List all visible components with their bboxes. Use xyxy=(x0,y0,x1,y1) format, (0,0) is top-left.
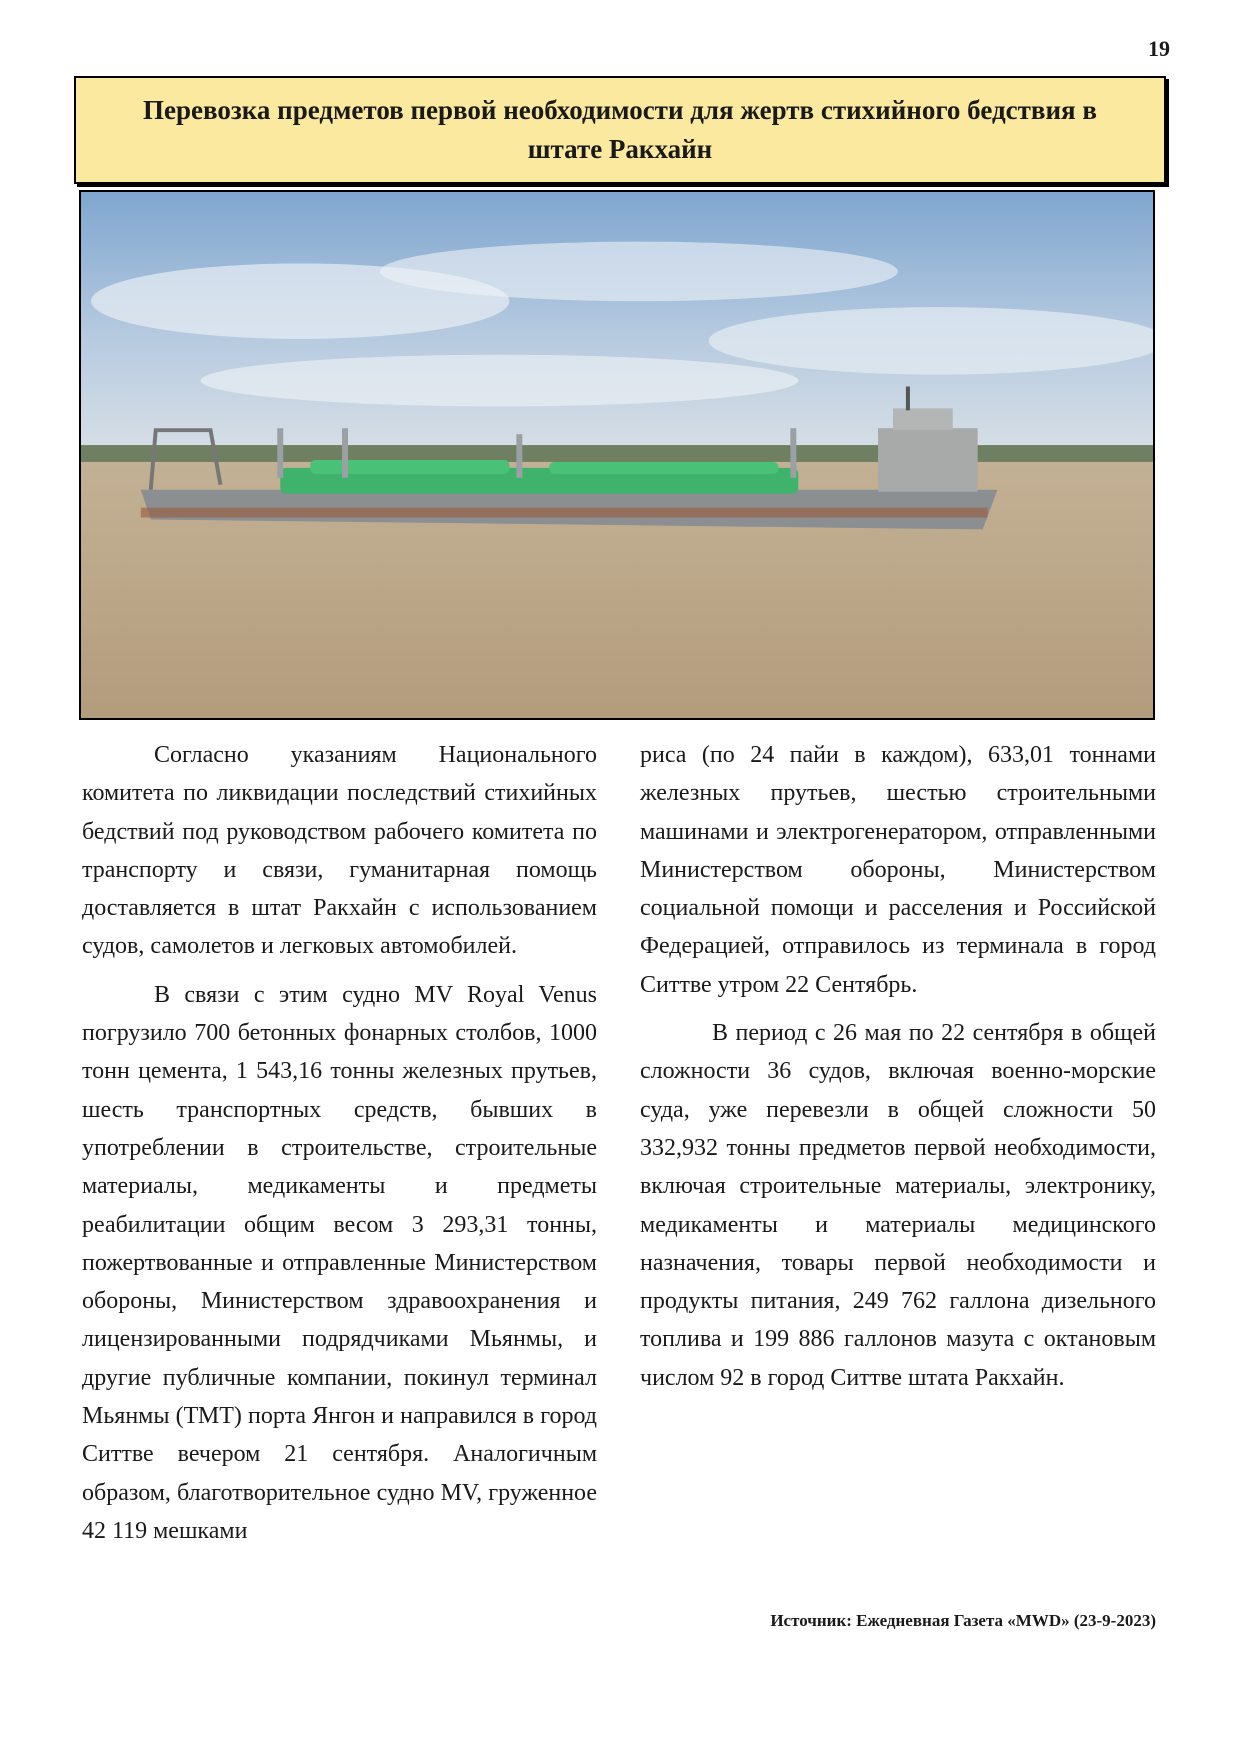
body-paragraph-continuation: риса (по 24 пайи в каждом), 633,01 тоннами железных прутьев, шестью строительными машинами и электрогенератором, отправленными Министерством обороны, Министерством социальной помощи и расселения и Российской Федерацией, отправилось из терминала в город Ситтве утром 22 Сентябрь. xyxy=(640,742,1156,998)
body-paragraph-3: В период с 26 мая по 22 сентября в общей сложности 36 судов, включая военно-морские суда, уже перевезли в общей сложности 50 332,932 тонны предметов первой необходимости, включая строительные материалы, электронику, медикаменты и материалы медицинского назначения, товары первой необходимости и продукты питания, 249 762 галлона дизельного топлива и 199 886 галлонов мазута с октановым числом 92 в город Ситтве штата Ракхайн. xyxy=(640,1020,1156,1391)
title-box xyxy=(74,76,1166,184)
body-paragraph-1: Согласно указаниям Национального комитета по ликвидации последствий стихийных бедствий под руководством рабочего комитета по транспорту и связи, гуманитарная помощь доставляется в штат Ракхайн с использованием судов, самолетов и легковых автомобилей. xyxy=(82,742,597,960)
source-citation: Источник: Ежедневная Газета «MWD» (23-9-2023) xyxy=(770,1611,1156,1630)
body-column-right xyxy=(640,736,1156,1407)
page-number: 19 xyxy=(1148,36,1170,61)
body-column-left xyxy=(82,736,597,1560)
cargo-ship-photo xyxy=(79,190,1155,720)
body-paragraph-2: В связи с этим судно MV Royal Venus погрузило 700 бетонных фонарных столбов, 1000 тонн цемента, 1 543,16 тонны железных прутьев, шесть транспортных средств, бывших в употреблении в строительстве, строительные материалы, медикаменты и предметы реабилитации общим весом 3 293,31 тонны, пожертвованные и отправленные Министерством обороны, Министерством здравоохранения и лицензированными подрядчиками Мьянмы, и другие публичные компании, покинул терминал Мьянмы (ТМТ) порта Янгон и направился в город Ситтве вечером 21 сентября. Аналогичным образом, благотворительное судно MV, груженное 42 119 мешками xyxy=(82,981,597,1544)
page-title: Перевозка предметов первой необходимости для жертв стихийного бедствия в штате Ракхайн xyxy=(143,95,1097,164)
cargo-ship-illustration xyxy=(81,192,1153,718)
